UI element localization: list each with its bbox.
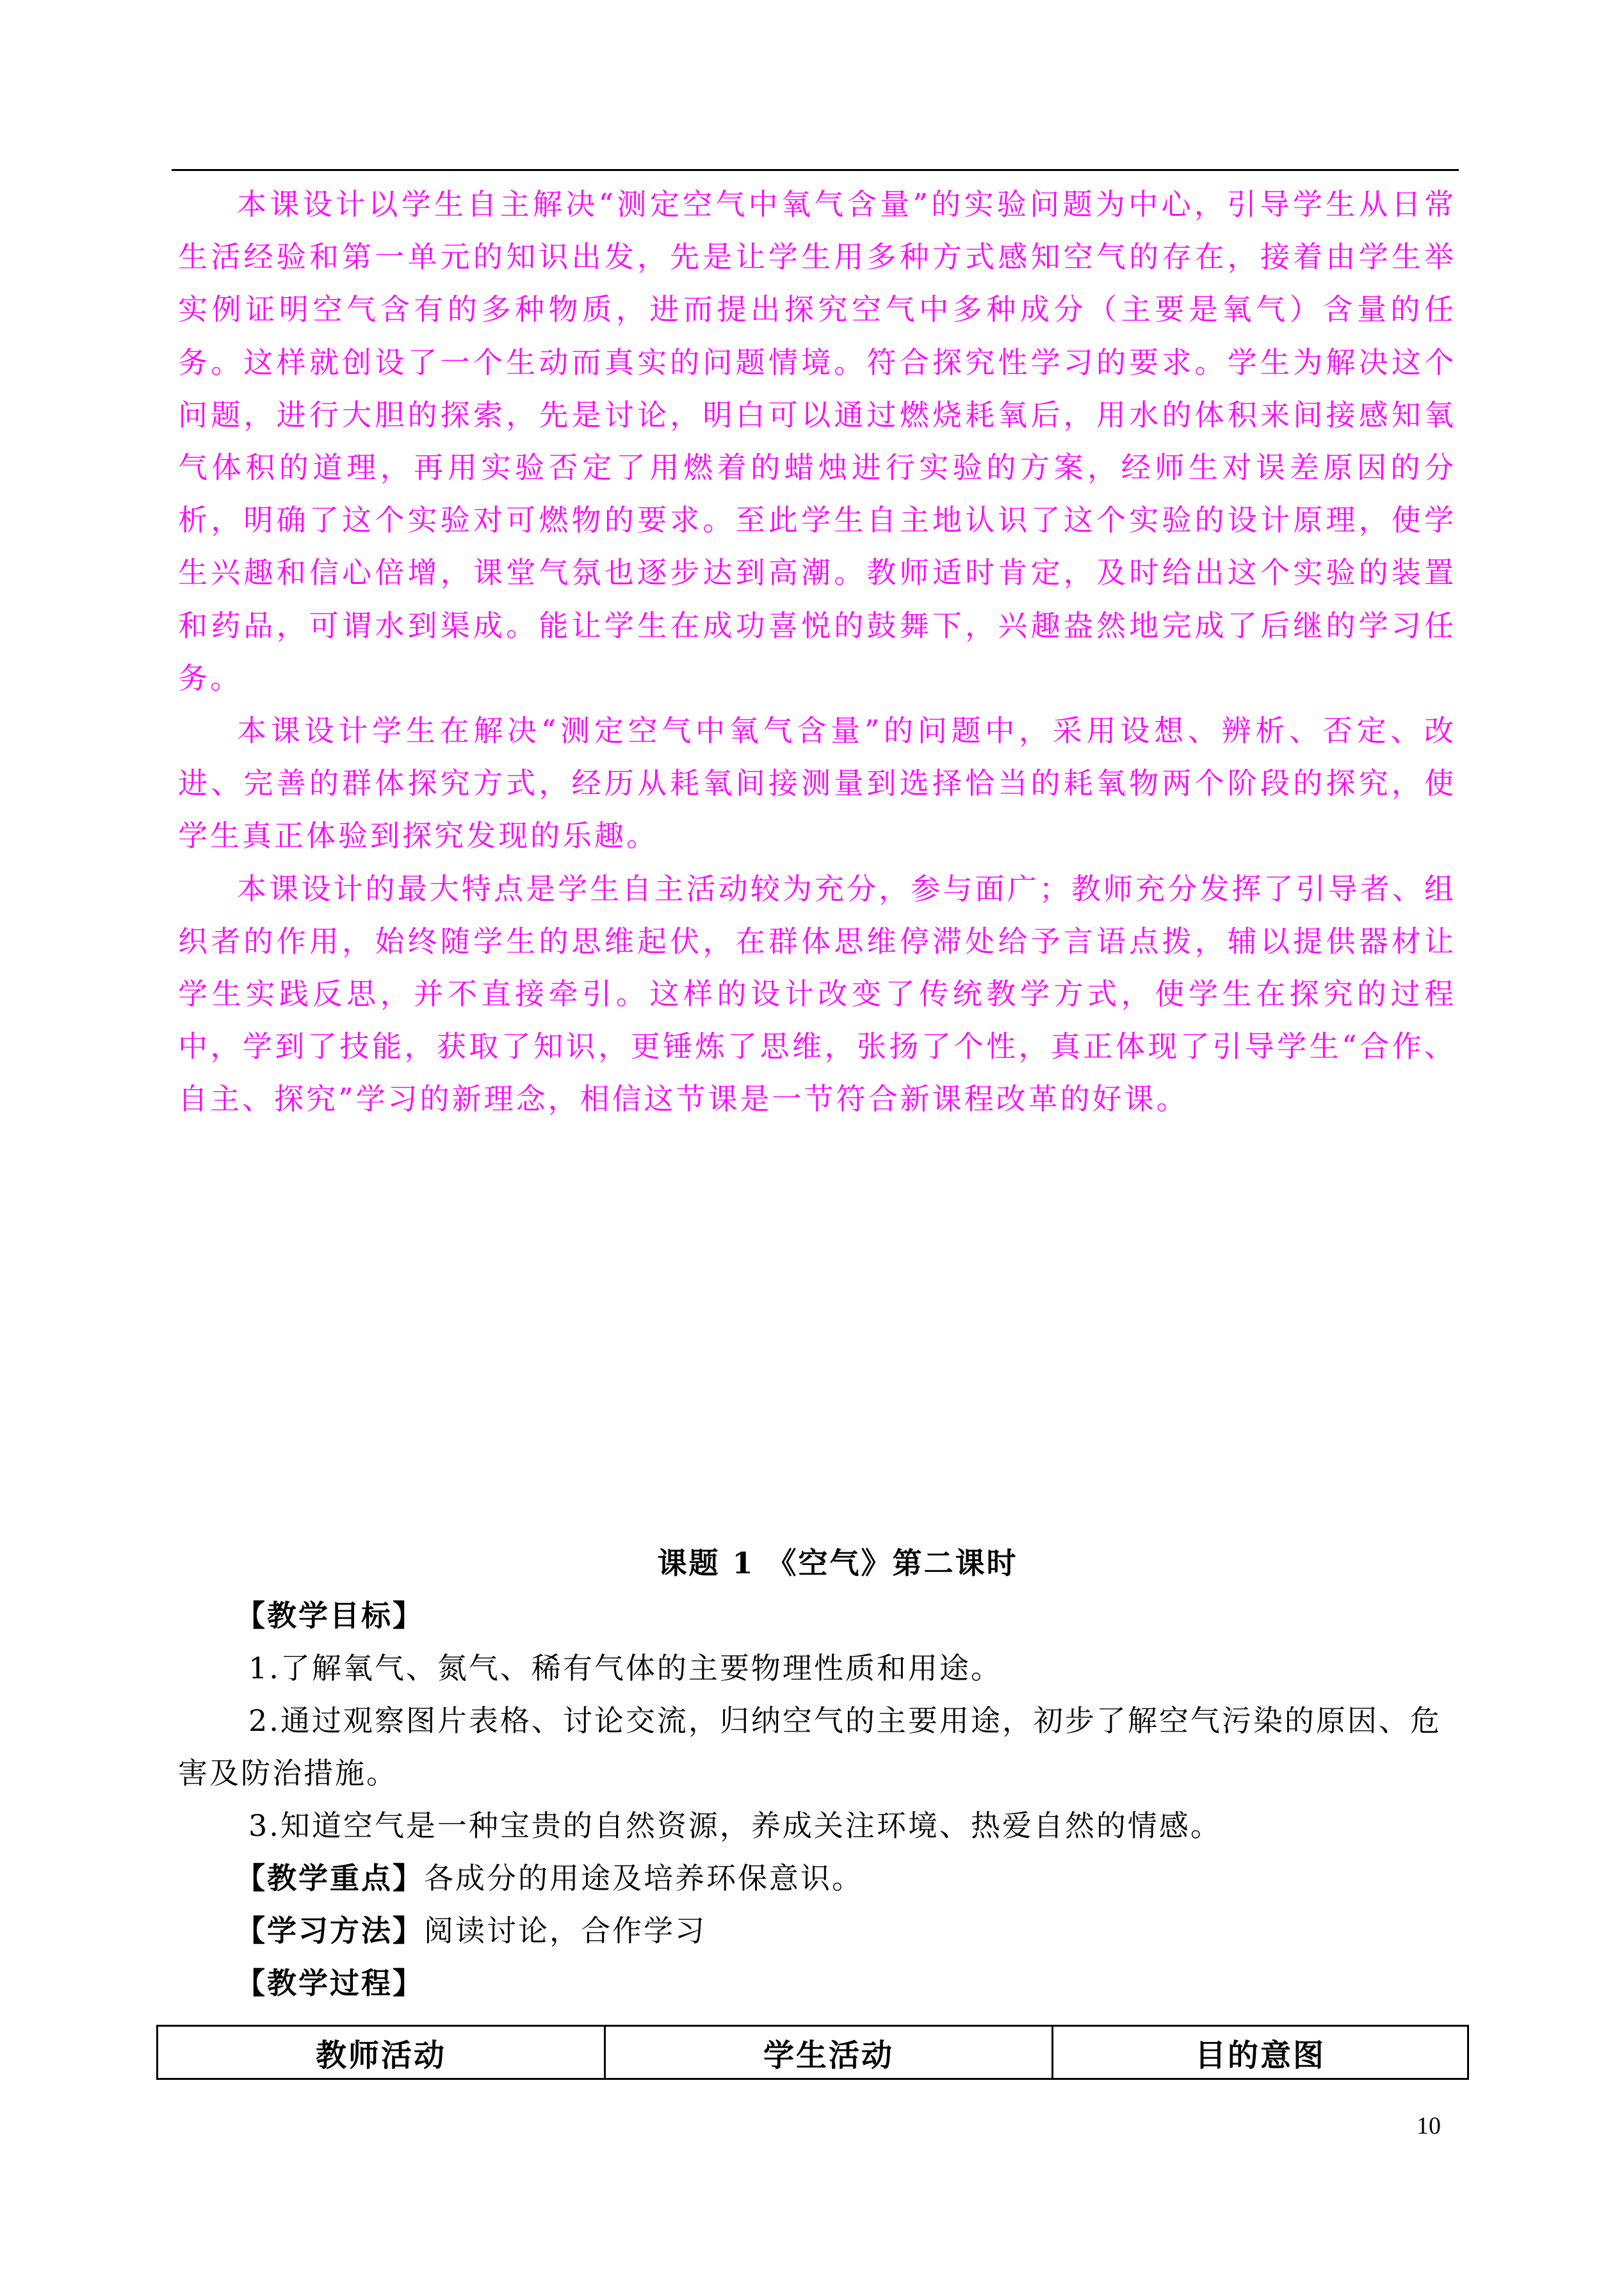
reflection-paragraph-3: 本课设计的最大特点是学生自主活动较为充分，参与面广；教师充分发挥了引导者、组织者的作用，始终随学生的思维起伏，在群体思维停滞处给予言语点拨，辅以提供器材让学生实践反思，并不直接牵引。这样的设计改变了传统教学方式，使学生在探究的过程中，学到了技能，获取了知识，更锤炼了思维，张扬了个性，真正体现了引导学生“合作、自主、探究”学习的新理念，相信这节课是一节符合新课程改革的好课。 xyxy=(178,871,1456,1117)
reflection-paragraph-2: 本课设计学生在解决“测定空气中氧气含量”的问题中，采用设想、辨析、否定、改进、完善的群体探究方式，经历从耗氧间接测量到选择恰当的耗氧物两个阶段的探究，使学生真正体验到探究发现的乐趣。 xyxy=(178,713,1456,854)
table-header-row xyxy=(158,2026,1468,2079)
header-rule xyxy=(172,169,1459,171)
lesson-title: 课题 1 《空气》第二课时 xyxy=(657,1546,1018,1580)
key-points-value: 各成分的用途及培养环保意识。 xyxy=(424,1861,863,1895)
header-teacher-activity: 教师活动 xyxy=(158,2026,605,2079)
teaching-process-table xyxy=(156,2025,1469,2080)
header-student-activity: 学生活动 xyxy=(605,2026,1052,2079)
header-purpose: 目的意图 xyxy=(1052,2026,1468,2079)
page-number: 10 xyxy=(1417,2113,1441,2139)
objective-1: 1.了解氧气、氮气、稀有气体的主要物理性质和用途。 xyxy=(248,1651,1002,1685)
process-heading: 【教学过程】 xyxy=(236,1966,424,2000)
lesson-plan xyxy=(178,1537,1459,2009)
key-points xyxy=(178,1852,1459,1904)
learning-method-value: 阅读讨论，合作学习 xyxy=(424,1913,706,1948)
objective-2: 2.通过观察图片表格、讨论交流，归纳空气的主要用途，初步了解空气污染的原因、危害及防治措施。 xyxy=(178,1703,1441,1790)
objective-3: 3.知道空气是一种宝贵的自然资源，养成关注环境、热爱自然的情感。 xyxy=(248,1808,1222,1843)
reflection-paragraph-1: 本课设计以学生自主解决“测定空气中氧气含量”的实验问题为中心，引导学生从日常生活经验和第一单元的知识出发，先是让学生用多种方式感知空气的存在，接着由学生举实例证明空气含有的多种物质，进而提出探究空气中多种成分（主要是氧气）含量的任务。这样就创设了一个生动而真实的问题情境。符合探究性学习的要求。学生为解决这个问题，进行大胆的探索，先是讨论，明白可以通过燃烧耗氧后，用水的体积来间接感知氧气体积的道理，再用实验否定了用燃着的蜡烛进行实验的方案，经师生对误差原因的分析，明确了这个实验对可燃物的要求。至此学生自主地认识了这个实验的设计原理，使学生兴趣和信心倍增，课堂气氛也逐步达到高潮。教师适时肯定，及时给出这个实验的装置和药品，可谓水到渠成。能让学生在成功喜悦的鼓舞下，兴趣盎然地完成了后继的学习任务。 xyxy=(178,187,1456,695)
lesson-reflection xyxy=(178,178,1456,1126)
learning-method xyxy=(178,1904,1459,1957)
key-points-label: 【教学重点】 xyxy=(236,1861,424,1895)
objectives-heading: 【教学目标】 xyxy=(236,1598,424,1633)
learning-method-label: 【学习方法】 xyxy=(236,1913,424,1948)
